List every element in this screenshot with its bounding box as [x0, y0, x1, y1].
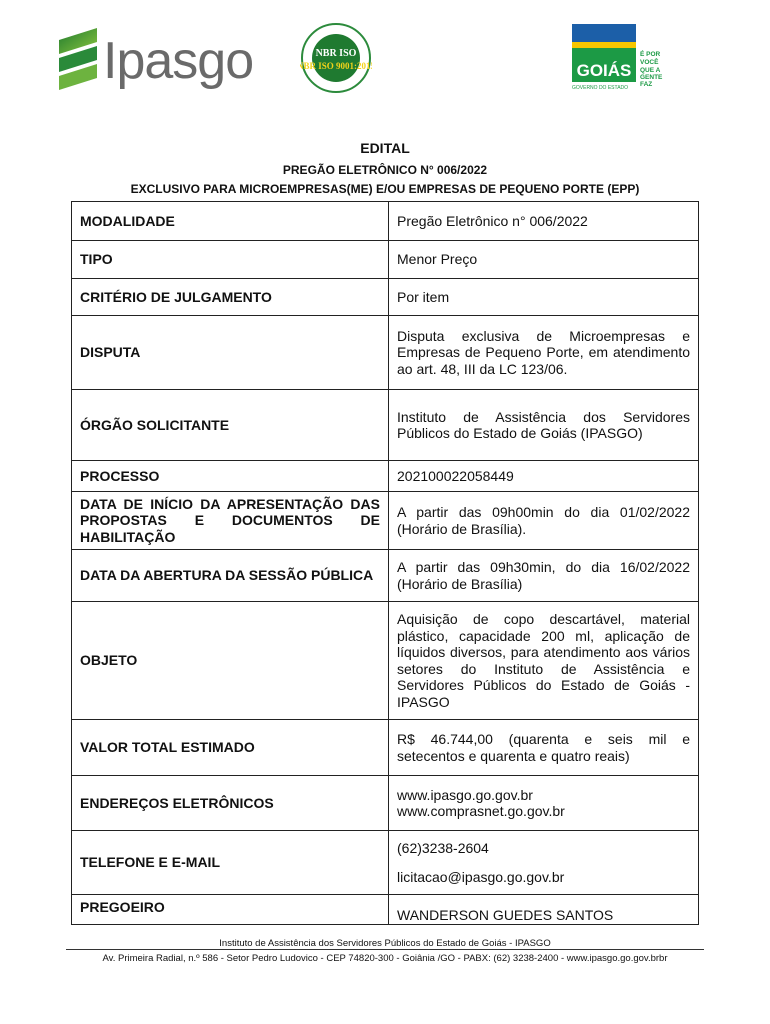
row-value-objeto: Aquisição de copo descartável, material plástico, capacidade 200 ml, aplicação de líquidos diversos, para atendimento aos vários setores do Instituto de Assistência e Servidores Públicos do Estado de Goiás - IPASGO [389, 602, 699, 720]
seal-text: NBR ISO 9001:2015 [300, 61, 372, 71]
row-label-modalidade: MODALIDADE [72, 202, 389, 241]
row-value-telefone [389, 831, 699, 895]
table-row [72, 602, 699, 720]
table-row [72, 776, 699, 831]
row-label-disputa: DISPUTA [72, 316, 389, 390]
exclusivo-subtitle: EXCLUSIVO PARA MICROEMPRESAS(ME) E/OU EMPRESAS DE PEQUENO PORTE (EPP) [130, 182, 640, 196]
ipasgo-logo-text: Ipasgo [103, 32, 254, 90]
svg-text:É POR: É POR [640, 51, 661, 58]
table-row [72, 316, 699, 390]
edital-table [71, 201, 699, 925]
svg-text:QUE A: QUE A [640, 67, 661, 74]
row-label-processo: PROCESSO [72, 461, 389, 492]
row-value-disputa: Disputa exclusiva de Microempresas e Empresas de Pequeno Porte, em atendimento ao art. 48, III da LC 123/06. [389, 316, 699, 390]
table-row [72, 241, 699, 279]
table-row [72, 895, 699, 925]
table-row [72, 492, 699, 550]
website-link-ipasgo[interactable]: www.ipasgo.go.gov.br [397, 786, 533, 803]
row-value-modalidade: Pregão Eletrônico n° 006/2022 [389, 202, 699, 241]
nbr-iso-seal [300, 22, 372, 94]
svg-text:NBR ISO: NBR ISO [315, 48, 357, 59]
svg-text:GOVERNO DO ESTADO: GOVERNO DO ESTADO [572, 85, 629, 90]
row-value-processo: 202100022058449 [389, 461, 699, 492]
row-label-objeto: OBJETO [72, 602, 389, 720]
row-value-orgao: Instituto de Assistência dos Servidores Públicos do Estado de Goiás (IPASGO) [389, 390, 699, 461]
svg-text:FAZ: FAZ [640, 81, 653, 88]
row-value-criterio: Por item [389, 279, 699, 316]
row-value-pregoeiro: WANDERSON GUEDES SANTOS [389, 895, 699, 925]
footer-institution: Instituto de Assistência dos Servidores Públicos do Estado de Goiás - IPASGO [219, 938, 551, 949]
row-value-data-inicio: A partir das 09h00min do dia 01/02/2022 (Horário de Brasília). [389, 492, 699, 550]
email-link[interactable]: licitacao@ipasgo.go.gov.br [397, 868, 565, 885]
ipasgo-logo [57, 26, 297, 94]
table-row [72, 279, 699, 316]
row-label-telefone: TELEFONE E E-MAIL [72, 831, 389, 895]
table-row [72, 461, 699, 492]
phone-number: (62)3238-2604 [397, 840, 489, 856]
goias-logo [570, 22, 680, 90]
row-value-enderecos [389, 776, 699, 831]
row-label-data-inicio: DATA DE INÍCIO DA APRESENTAÇÃO DAS PROPOSTAS E DOCUMENTOS DE HABILITAÇÃO [72, 492, 389, 550]
svg-text:VOCÊ: VOCÊ [640, 59, 659, 66]
table-row [72, 720, 699, 776]
row-label-valor: VALOR TOTAL ESTIMADO [72, 720, 389, 776]
row-value-tipo: Menor Preço [389, 241, 699, 279]
ipasgo-logo-graphic [57, 26, 297, 94]
pregao-subtitle: PREGÃO ELETRÔNICO N° 006/2022 [282, 163, 488, 177]
row-label-data-abertura: DATA DA ABERTURA DA SESSÃO PÚBLICA [72, 550, 389, 602]
table-row [72, 390, 699, 461]
row-value-data-abertura: A partir das 09h30min, do dia 16/02/2022 (Horário de Brasília) [389, 550, 699, 602]
table-row [72, 202, 699, 241]
row-label-criterio: CRITÉRIO DE JULGAMENTO [72, 279, 389, 316]
row-value-valor: R$ 46.744,00 (quarenta e seis mil e setecentos e quarenta e quatro reais) [389, 720, 699, 776]
row-label-enderecos: ENDEREÇOS ELETRÔNICOS [72, 776, 389, 831]
row-label-tipo: TIPO [72, 241, 389, 279]
footer-divider [66, 949, 704, 950]
table-row [72, 550, 699, 602]
website-link-comprasnet[interactable]: www.comprasnet.go.gov.br [397, 803, 565, 819]
row-label-pregoeiro: PREGOEIRO [72, 895, 389, 925]
row-label-orgao: ÓRGÃO SOLICITANTE [72, 390, 389, 461]
svg-text:GENTE: GENTE [640, 74, 663, 81]
footer-address: Av. Primeira Radial, n.º 586 - Setor Pedro Ludovico - CEP 74820-300 - Goiânia /GO - PABX: (62) 3238-2400 - www.ipasgo.go.gov.brbr [102, 953, 668, 964]
doc-title: EDITAL [360, 140, 410, 156]
goias-logo-text: GOIÁS [576, 61, 632, 80]
table-row [72, 831, 699, 895]
